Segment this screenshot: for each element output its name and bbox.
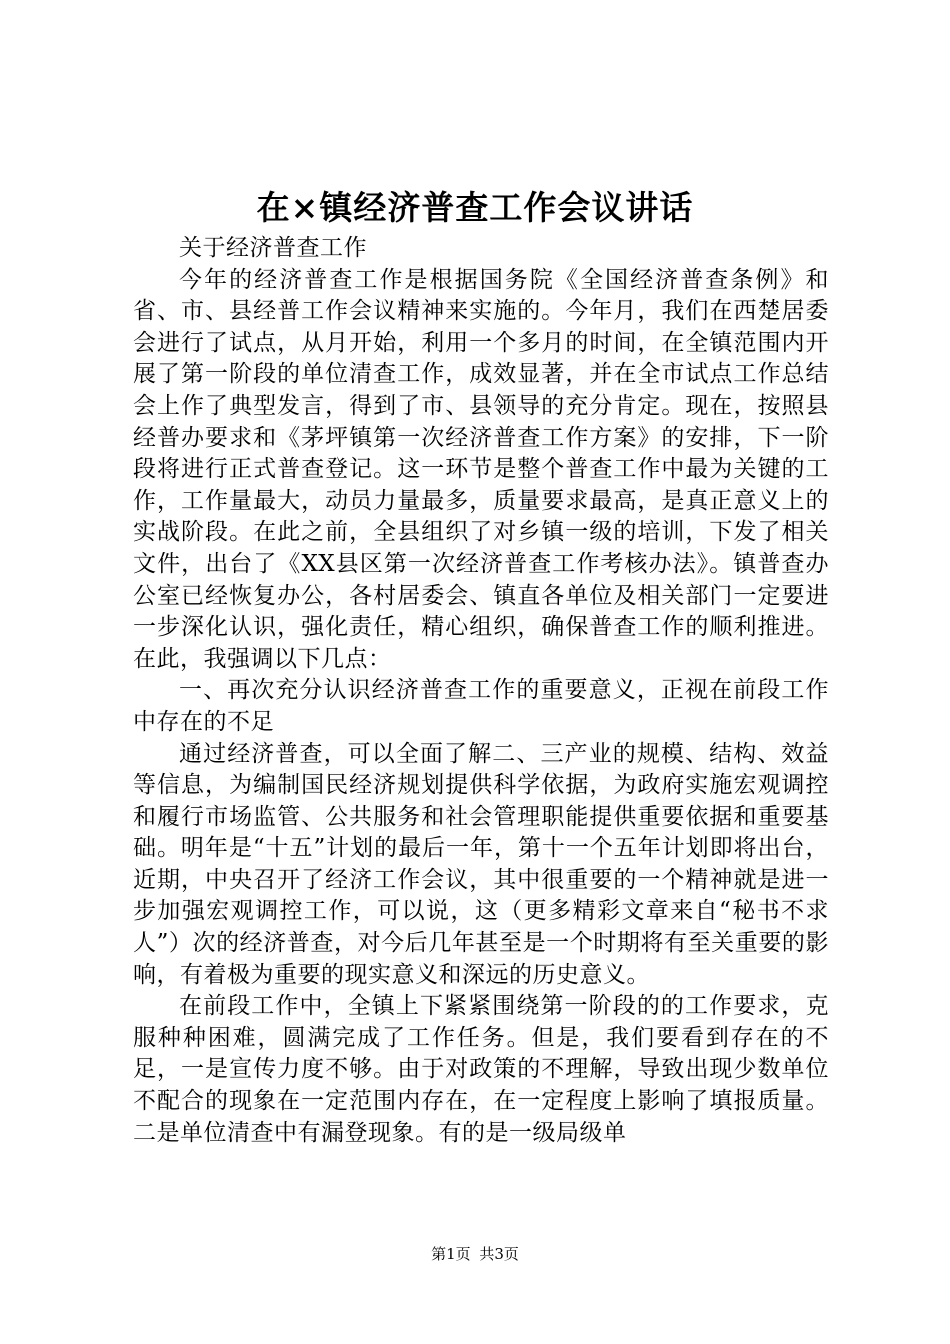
paragraph-shortcomings: 在前段工作中，全镇上下紧紧围绕第一阶段的的工作要求，克服种种困难，圆满完成了工作任务。但是，我们要看到存在的不足，一是宣传力度不够。由于对政策的不理解，导致出现少数单位不配合的现象在一定范围内存在，在一定程度上影响了填报质量。二是单位清查中有漏登现象。有的是一级局级单 bbox=[133, 993, 829, 1146]
document-body bbox=[133, 233, 829, 1149]
paragraph-intro: 今年的经济普查工作是根据国务院《全国经济普查条例》和省、市、县经普工作会议精神来实施的。今年月，我们在西楚居委会进行了试点，从月开始，利用一个多月的时间，在全镇范围内开展了第一阶段的单位清查工作，成效显著，并在全市试点工作总结会上作了典型发言，得到了市、县领导的充分肯定。现在，按照县经普办要求和《茅坪镇第一次经济普查工作方案》的安排，下一阶段将进行正式普查登记。这一环节是整个普查工作中最为关键的工作，工作量最大，动员力量最多，质量要求最高，是真正意义上的实战阶段。在此之前，全县组织了对乡镇一级的培训，下发了相关文件，出台了《XX县区第一次经济普查工作考核办法》。镇普查办公室已经恢复办公，各村居委会、镇直各单位及相关部门一定要进一步深化认识，强化责任，精心组织，确保普查工作的顺利推进。在此，我强调以下几点： bbox=[133, 266, 829, 672]
section-heading-1: 一、再次充分认识经济普查工作的重要意义，正视在前段工作中存在的不足 bbox=[133, 677, 829, 735]
paragraph-subtitle: 关于经济普查工作 bbox=[179, 235, 367, 261]
page-number: 第1页 bbox=[431, 1245, 471, 1263]
page-total: 共3页 bbox=[479, 1245, 519, 1263]
page-footer bbox=[0, 1244, 950, 1264]
document-title: 在×镇经济普查工作会议讲话 bbox=[256, 188, 694, 227]
paragraph-significance: 通过经济普查，可以全面了解二、三产业的规模、结构、效益等信息，为编制国民经济规划提供科学依据，为政府实施宏观调控和履行市场监管、公共服务和社会管理职能提供重要依据和重要基础。明年是“十五”计划的最后一年，第十一个五年计划即将出台，近期，中央召开了经济工作会议，其中很重要的一个精神就是进一步加强宏观调控工作，可以说，这（更多精彩文章来自“秘书不求人”）次的经济普查，对今后几年甚至是一个时期将有至关重要的影响，有着极为重要的现实意义和深远的历史意义。 bbox=[133, 740, 829, 988]
